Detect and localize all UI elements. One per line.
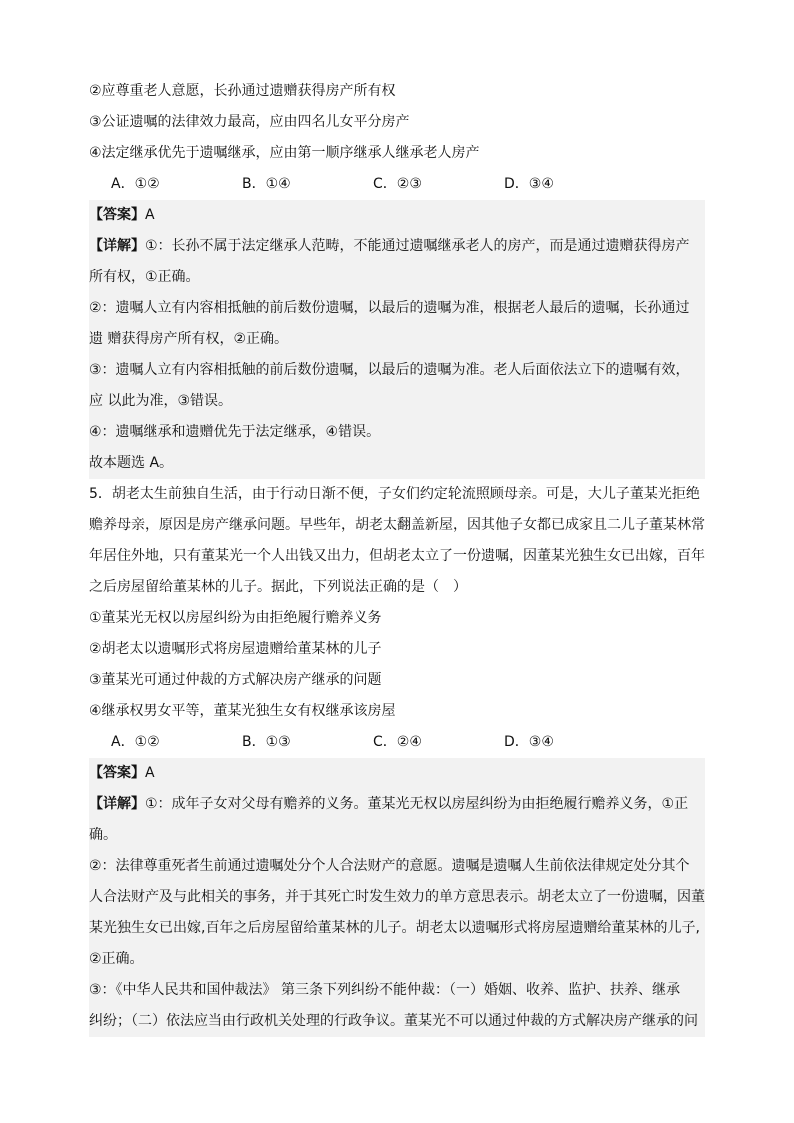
q5-stem-line-2: 赡养母亲，原因是房产继承问题。早些年，胡老太翻盖新屋，因其他子女都已成家且二儿子董某林常 [89, 517, 705, 533]
q4-statement-4: ④法定继承优先于遗嘱继承，应由第一顺序继承人继承老人房产 [89, 145, 480, 161]
q5-options [89, 727, 705, 758]
q4-option-d: D．③④ [504, 176, 554, 192]
q4-conclusion: 故本题选 A。 [89, 455, 174, 471]
q5-detail-line-6: ②正确。 [89, 951, 144, 967]
q4-option-b: B．①④ [242, 176, 291, 192]
q5-stem-line-1: 5．胡老太生前独自生活，由于行动日渐不便，子女们约定轮流照顾母亲。可是，大儿子董某光拒绝 [89, 486, 700, 502]
q5-stem-line-4: 之后房屋留给董某林的儿子。据此，下列说法正确的是（ ） [89, 579, 467, 595]
q5-stem-line-3: 年居住外地，只有董某光一个人出钱又出力，但胡老太立了一份遗嘱，因董某光独生女已出嫁，百年 [89, 548, 705, 564]
q5-detail-line-7: ③：《中华人民共和国仲裁法》 第三条下列纠纷不能仲裁：（一）婚姻、收养、监护、扶养、继承 [89, 982, 680, 998]
q4-option-c: C．②③ [373, 176, 422, 192]
q5-statement-4: ④继承权男女平等，董某光独生女有权继承该房屋 [89, 703, 396, 719]
q5-detail-line-2: 确。 [89, 827, 117, 843]
q5-option-c: C．②④ [373, 734, 422, 750]
q5-answer [89, 758, 705, 789]
q4-option-a: A．①② [111, 176, 160, 192]
q5-detail-line-5: 某光独生女已出嫁,百年之后房屋留给董某林的儿子。胡老太以遗嘱形式将房屋遗赠给董某林的儿子, [89, 920, 700, 936]
q4-detail-line-6: 应 以此为准，③错误。 [89, 393, 233, 409]
q4-detail-line-5: ③：遗嘱人立有内容相抵触的前后数份遗嘱，以最后的遗嘱为准。老人后面依法立下的遗嘱有效， [89, 362, 690, 378]
q5-answer-block [89, 758, 705, 1037]
q4-detail-line-7: ④：遗嘱继承和遗赠优先于法定继承，④错误。 [89, 424, 381, 440]
q5-option-b: B．①③ [242, 734, 291, 750]
q5-answer-value: A [145, 765, 155, 781]
q5-statement-3: ③董某光可通过仲裁的方式解决房产继承的问题 [89, 672, 382, 688]
q4-detail-line-1: 【详解】①：长孙不属于法定继承人范畴，不能通过遗嘱继承老人的房产，而是通过遗赠获得房产 [89, 238, 690, 254]
q4-answer [89, 200, 705, 231]
q5-detail-label: 【详解】 [89, 796, 145, 812]
q4-detail-label: 【详解】 [89, 238, 145, 254]
q5-detail-line-4: 人合法财产及与此相关的事务，并于其死亡时发生效力的单方意思表示。胡老太立了一份遗嘱，因董 [89, 889, 705, 905]
q5-option-a: A．①② [111, 734, 160, 750]
q4-answer-value: A [145, 207, 155, 223]
q5-detail-line-3: ②：法律尊重死者生前通过遗嘱处分个人合法财产的意愿。遗嘱是遗嘱人生前依法律规定处分其个 [89, 858, 690, 874]
q4-detail-line-2: 所有权，①正确。 [89, 269, 200, 285]
q4-detail-line-4: 遗 赠获得房产所有权，②正确。 [89, 331, 289, 347]
q4-answer-block [89, 200, 705, 479]
q4-statement-3: ③公证遗嘱的法律效力最高，应由四名儿女平分房产 [89, 114, 410, 130]
q4-detail-line-3: ②：遗嘱人立有内容相抵触的前后数份遗嘱，以最后的遗嘱为准，根据老人最后的遗嘱，长孙通过 [89, 300, 690, 316]
document-content [89, 76, 705, 1037]
q5-statement-1: ①董某光无权以房屋纠纷为由拒绝履行赡养义务 [89, 610, 382, 626]
q4-options [89, 169, 705, 200]
q5-detail-line-1: 【详解】①：成年子女对父母有赡养的义务。董某光无权以房屋纠纷为由拒绝履行赡养义务，①正 [89, 796, 689, 812]
q5-detail-line-8: 纠纷；（二）依法应当由行政机关处理的行政争议。董某光不可以通过仲裁的方式解决房产继承的问 [89, 1013, 698, 1029]
q5-answer-label: 【答案】 [89, 765, 145, 781]
q5-statement-2: ②胡老太以遗嘱形式将房屋遗赠给董某林的儿子 [89, 641, 382, 657]
q4-statement-2: ②应尊重老人意愿，长孙通过遗赠获得房产所有权 [89, 83, 396, 99]
q5-option-d: D．③④ [504, 734, 554, 750]
q4-answer-label: 【答案】 [89, 207, 145, 223]
